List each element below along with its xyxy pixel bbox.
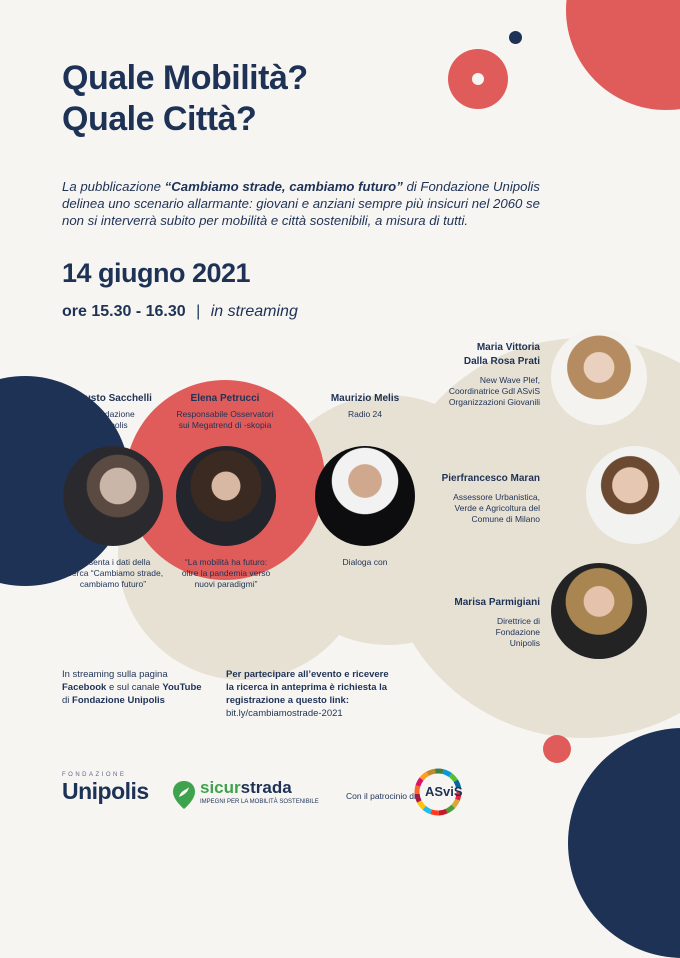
navy-dot-top [509, 31, 522, 44]
caption-line: ricerca “Cambiamo strade, [62, 568, 164, 578]
speaker-marisa [395, 596, 540, 649]
registration-line-2: la ricerca in anteprima è richiesta la [226, 682, 388, 693]
title-line-1: Quale Mobilità? [62, 59, 308, 97]
coral-dot-bottom [543, 735, 571, 763]
patrocinio-label: Con il patrocinio di [346, 791, 416, 801]
speaker-name-1: Maria Vittoria [476, 342, 540, 353]
registration-line-3: registrazione a questo link: [226, 695, 349, 706]
sicurstrada-logo [172, 778, 322, 812]
sicurstrada-strada: strada [240, 778, 292, 797]
facebook-link[interactable]: Facebook [62, 682, 107, 693]
caption-elena [161, 557, 291, 590]
speaker-photo-fausto [63, 446, 163, 546]
speaker-photo-marisa [551, 563, 647, 659]
event-time-row [62, 303, 298, 321]
speaker-role-2: Unipolis [97, 420, 128, 430]
navy-circle-bottom-right [568, 728, 680, 958]
asvis-logo [413, 767, 478, 817]
event-date: 14 giugno 2021 [62, 258, 251, 288]
unipolis-logo [62, 772, 149, 804]
speaker-photo-pierfrancesco [586, 446, 680, 544]
coral-ring-center [472, 73, 484, 85]
streaming-line-2 [62, 681, 222, 694]
speaker-name: Maurizio Melis [330, 393, 400, 404]
speaker-fausto [55, 393, 170, 431]
coral-circle-top-right [566, 0, 680, 110]
speaker-role-2: Coordinatrice Gdl ASviS [448, 386, 540, 396]
registration-link[interactable]: bit.ly/cambiamostrade-2021 [226, 708, 343, 719]
caption-line: nuovi paradigmi” [194, 579, 258, 589]
speaker-role-3: Comune di Milano [471, 514, 540, 524]
speaker-name-1: Pierfrancesco Maran [441, 473, 540, 484]
fondazione-link[interactable]: Fondazione Unipolis [72, 695, 165, 706]
streaming-info [62, 668, 222, 707]
time-separator: | [196, 303, 201, 320]
caption-line: “La mobilità ha futuro: [184, 557, 268, 567]
speaker-role-3: Unipolis [509, 638, 540, 648]
speaker-elena [160, 393, 290, 431]
registration-info [226, 668, 446, 720]
speaker-photo-maria [551, 329, 647, 425]
speaker-role-1: Responsabile Osservatori [176, 409, 274, 419]
caption-line: Presenta i dati della [75, 557, 151, 567]
speaker-pierfrancesco [395, 472, 540, 525]
sicurstrada-sic: sicur [200, 778, 241, 797]
speaker-photo-elena [176, 446, 276, 546]
page-title [62, 58, 308, 140]
intro-suffix: di Fondazione Unipolis delinea uno scenario allarmante: giovani e anziani sempre più insicuri nel 2060 se non si interverrà subito per mobilità e città sostenibili, a misura di tutti. [62, 179, 540, 228]
streaming-line-1: In streaming sulla pagina [62, 669, 168, 680]
streaming-line-3 [62, 694, 222, 707]
speaker-role-1: Fondazione [90, 409, 135, 419]
caption-line: Dialoga con [342, 557, 388, 567]
speaker-role-1: Radio 24 [347, 409, 383, 419]
speaker-name-2: Dalla Rosa Prati [463, 356, 540, 367]
event-time: ore 15.30 - 16.30 [62, 303, 186, 320]
sicurstrada-tagline: IMPEGNI PER LA MOBILITÀ SOSTENIBILE [200, 799, 319, 805]
speaker-name: Elena Petrucci [190, 393, 260, 404]
intro-publication-title: “Cambiamo strade, cambiamo futuro” [164, 179, 403, 194]
title-line-2: Quale Città? [62, 100, 257, 138]
intro-prefix: La pubblicazione [62, 179, 165, 194]
speaker-role-1: New Wave Plef, [479, 375, 540, 385]
speaker-role-2: Verde e Agricoltura del [454, 503, 540, 513]
caption-maurizio [300, 557, 430, 568]
sicurstrada-pin-icon [172, 780, 196, 810]
speaker-role-1: Direttrice di [497, 616, 540, 626]
youtube-link[interactable]: YouTube [162, 682, 202, 693]
unipolis-logo-text: Unipolis [62, 778, 149, 804]
speaker-role-1: Assessore Urbanistica, [453, 492, 540, 502]
intro-paragraph [62, 178, 562, 229]
caption-line: oltre la pandemia verso [181, 568, 271, 578]
streaming-text: di [62, 695, 73, 706]
speaker-name: Fausto Sacchelli [73, 393, 152, 404]
unipolis-logo-caption: FONDAZIONE [62, 772, 127, 778]
speaker-role-2: Fondazione [495, 627, 540, 637]
caption-line: cambiamo futuro” [79, 579, 147, 589]
registration-line-1: Per partecipare all’evento e ricevere [226, 669, 389, 680]
speaker-maria [395, 341, 540, 408]
sicurstrada-wordmark [200, 778, 292, 798]
speaker-name-1: Marisa Parmigiani [454, 597, 540, 608]
speaker-role-2: sui Megatrend di -skopia [178, 420, 272, 430]
speaker-role-3: Organizzazioni Giovanili [448, 397, 540, 407]
streaming-text: e sul canale [106, 682, 163, 693]
caption-fausto [48, 557, 178, 590]
event-mode: in streaming [210, 303, 298, 320]
asvis-logo-text: ASviS [425, 784, 463, 799]
